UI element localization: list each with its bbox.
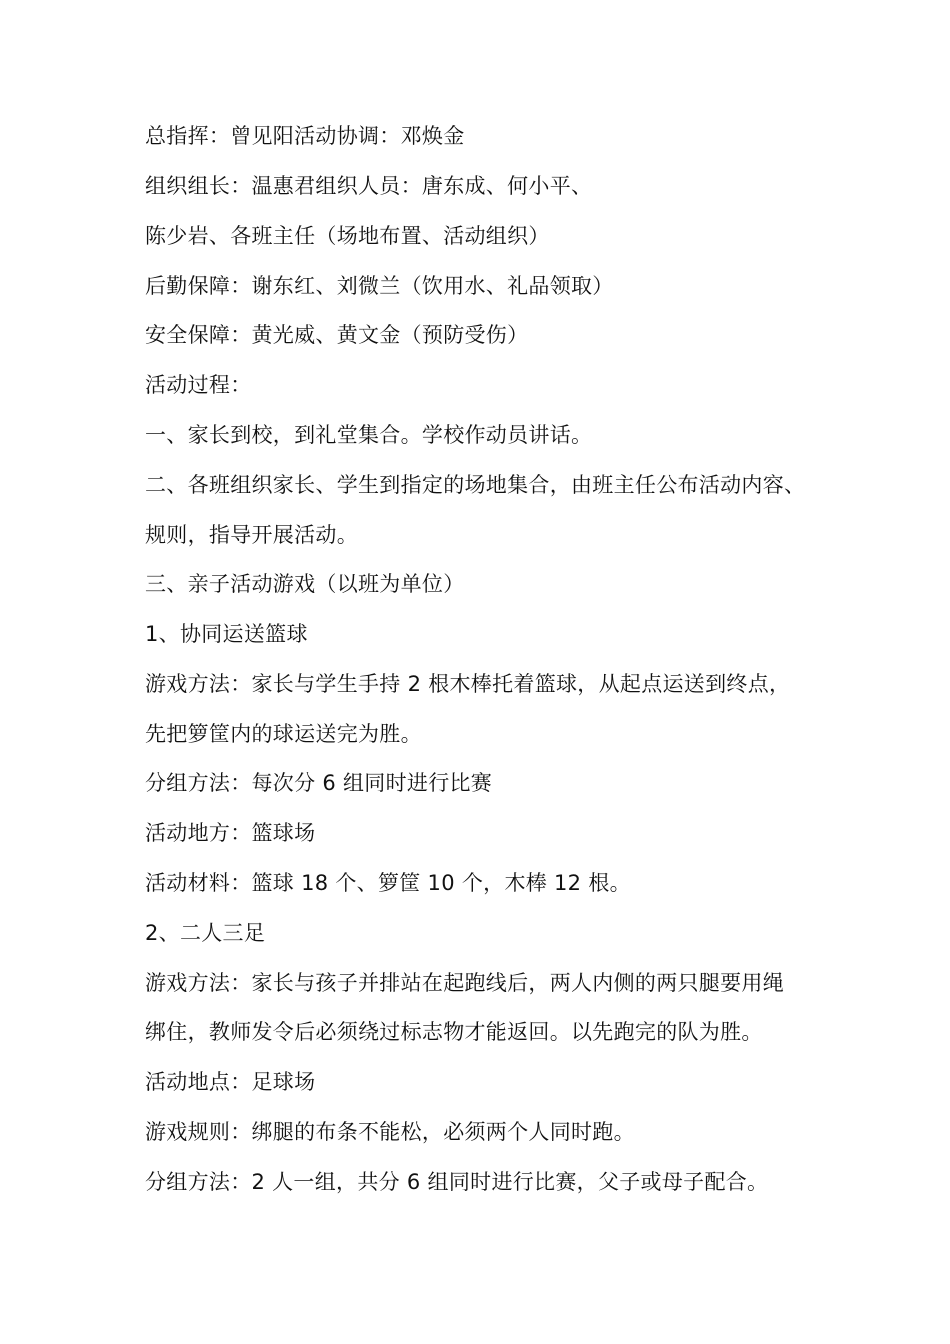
text-line-10: 三、亲子活动游戏（以班为单位） <box>145 572 465 596</box>
text-line-8: 二、各班组织家长、学生到指定的场地集合，由班主任公布活动内容、 <box>145 473 806 497</box>
text-line-14: 分组方法：每次分 6 组同时进行比赛 <box>145 771 493 795</box>
text-line-4: 后勤保障：谢东红、刘微兰（饮用水、礼品领取） <box>145 274 614 298</box>
text-line-3: 陈少岩、各班主任（场地布置、活动组织） <box>145 224 550 248</box>
text-line-20: 活动地点：足球场 <box>145 1070 316 1094</box>
text-line-9: 规则，指导开展活动。 <box>145 523 358 547</box>
text-line-5: 安全保障：黄光威、黄文金（预防受伤） <box>145 323 529 347</box>
text-line-19: 绑住，教师发令后必须绕过标志物才能返回。以先跑完的队为胜。 <box>145 1020 763 1044</box>
text-line-1: 总指挥：曾见阳活动协调：邓焕金 <box>145 124 465 148</box>
text-line-11: 1、协同运送篮球 <box>145 622 308 646</box>
text-line-17: 2、二人三足 <box>145 921 266 945</box>
text-line-6: 活动过程： <box>145 373 252 397</box>
text-line-7: 一、家长到校，到礼堂集合。学校作动员讲话。 <box>145 423 593 447</box>
text-line-15: 活动地方：篮球场 <box>145 821 316 845</box>
text-line-12: 游戏方法：家长与学生手持 2 根木棒托着篮球，从起点运送到终点， <box>145 672 791 696</box>
text-line-18: 游戏方法：家长与孩子并排站在起跑线后，两人内侧的两只腿要用绳 <box>145 971 784 995</box>
text-line-13: 先把箩筐内的球运送完为胜。 <box>145 722 422 746</box>
text-line-21: 游戏规则：绑腿的布条不能松，必须两个人同时跑。 <box>145 1120 635 1144</box>
text-line-2: 组织组长：温惠君组织人员：唐东成、何小平、 <box>145 174 593 198</box>
text-line-16: 活动材料：篮球 18 个、箩筐 10 个，木棒 12 根。 <box>145 871 631 895</box>
text-line-22: 分组方法：2 人一组，共分 6 组同时进行比赛，父子或母子配合。 <box>145 1170 769 1194</box>
